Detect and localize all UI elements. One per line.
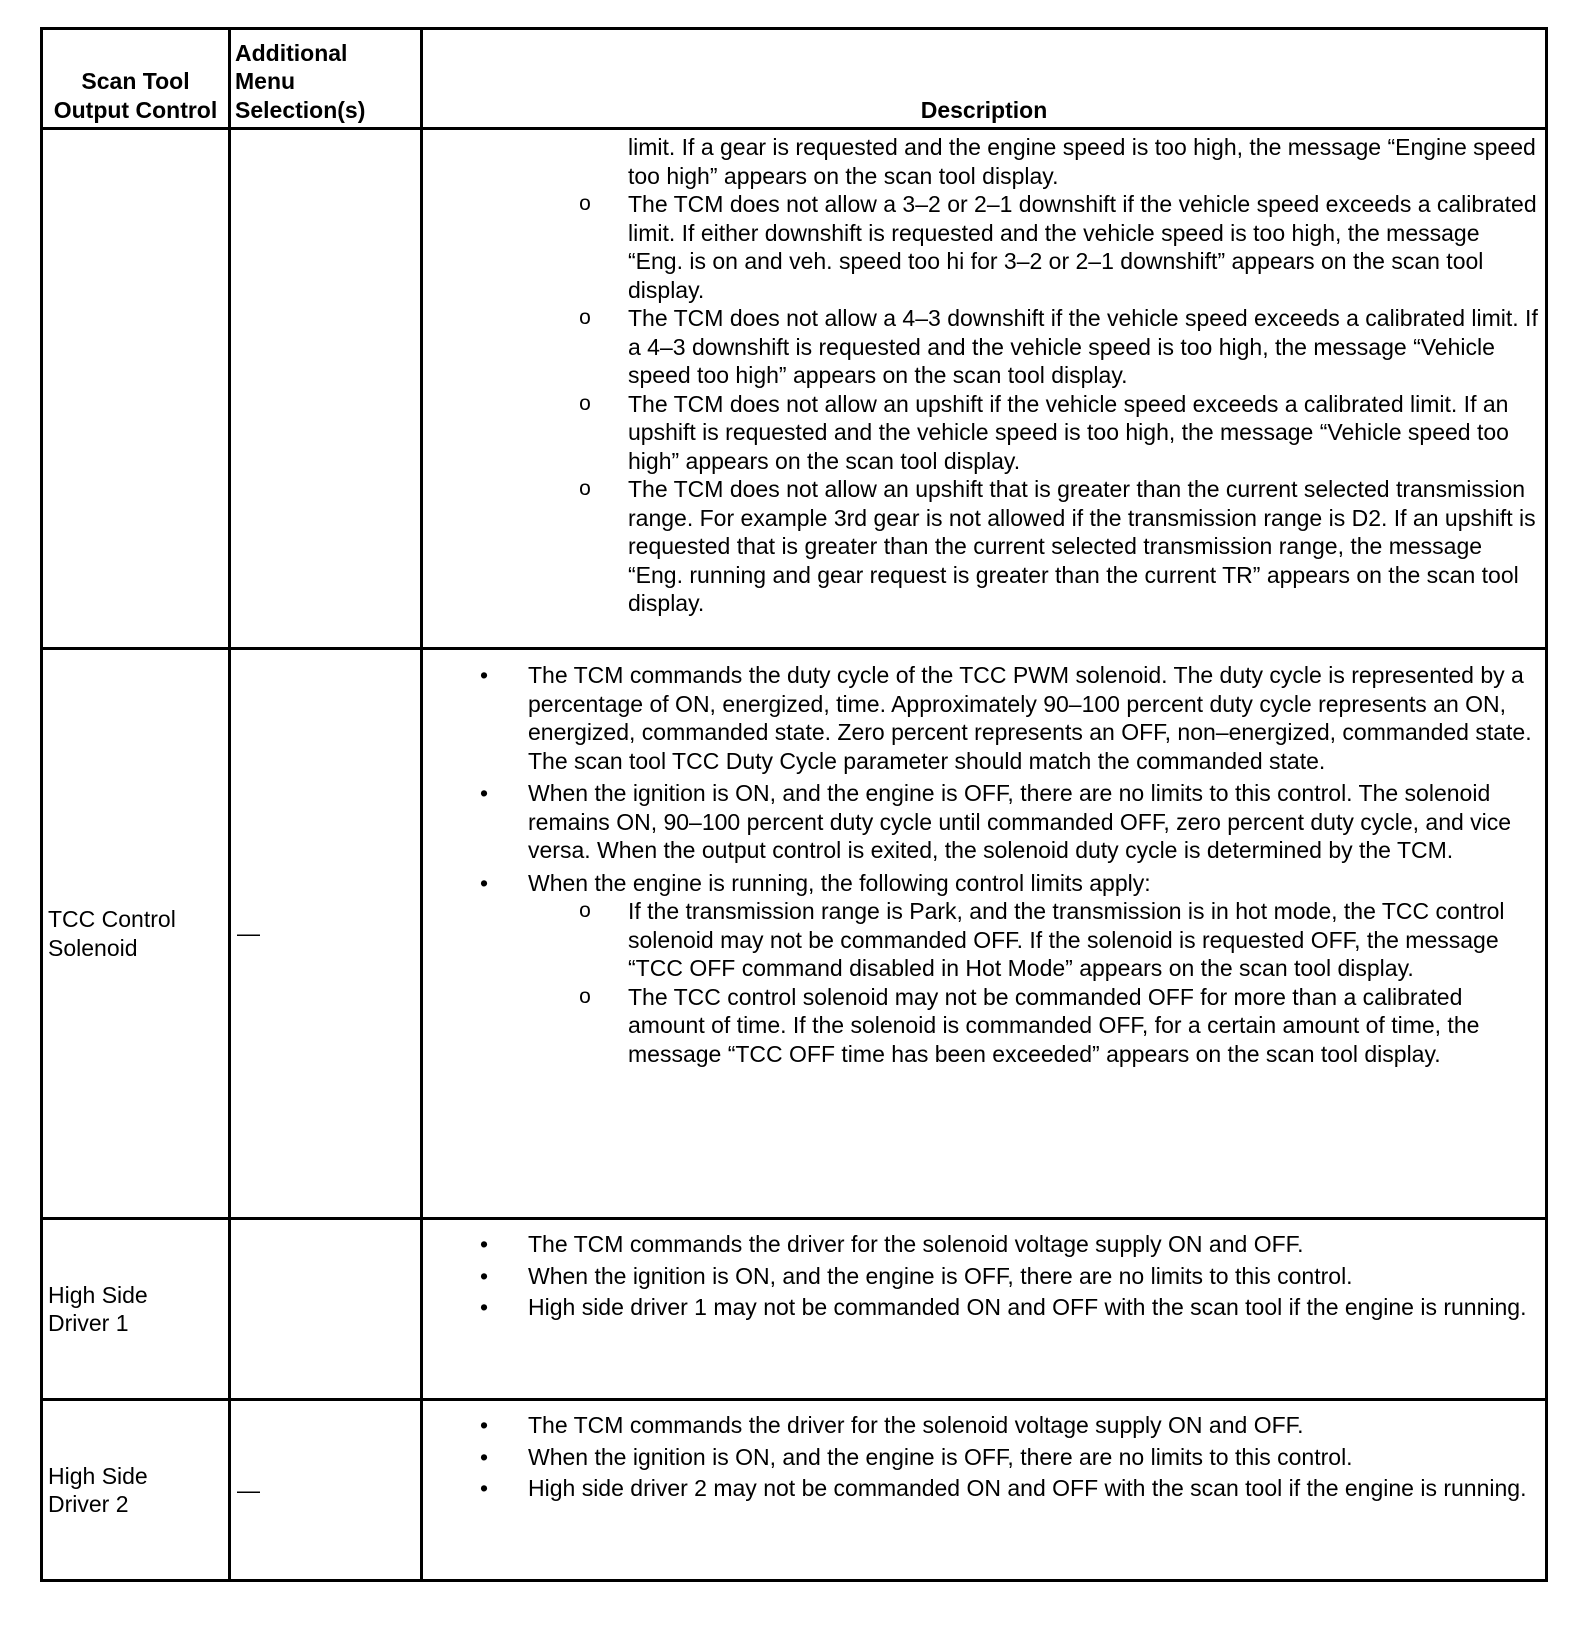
list-item: [423, 390, 1539, 476]
list-item: [423, 1262, 1539, 1291]
row1-menu-selection: [230, 129, 422, 649]
header-menu-line2: Menu: [235, 68, 296, 94]
sub-bullet-icon: o: [579, 477, 591, 500]
bullet-icon: •: [479, 780, 489, 806]
row3-output-control: [42, 1219, 230, 1400]
bullet-icon: •: [479, 1294, 489, 1320]
row2-sub-list: [528, 897, 1539, 1068]
sub-bullet-icon: o: [579, 306, 591, 329]
list-item-text: The TCM does not allow an upshift that is greater than the current selected transmission range. For example 3rd gear is not allowed if the transmission range is D2. If an upshift is requested that is greater than the current selected transmission range, the message “Eng. running and gear request is greater than the current TR” appears on the scan tool display.: [628, 476, 1536, 616]
header-description: Description: [422, 29, 1547, 129]
output-control-table: [40, 27, 1548, 1582]
header-output-control: [42, 29, 230, 129]
table-row: [42, 1219, 1547, 1400]
sub-bullet-icon: o: [579, 391, 591, 415]
sub-bullet-icon: o: [579, 192, 591, 215]
list-item-text: When the ignition is ON, and the engine is OFF, there are no limits to this control. The solenoid remains ON, 90–100 percent duty cycle until commanded OFF, zero percent duty cycle, and vice versa. When the output control is exited, the solenoid duty cycle is determined by the TCM.: [528, 780, 1512, 863]
row2-menu-selection: —: [230, 649, 422, 1219]
list-item: [423, 1474, 1539, 1503]
list-item: [423, 1411, 1539, 1440]
table-row: [42, 129, 1547, 649]
list-item-text: The TCM does not allow an upshift if the vehicle speed exceeds a calibrated limit. If an upshift is requested and the vehicle speed is too high, the message “Vehicle speed too high” appears on the scan tool display.: [628, 390, 1509, 474]
row1-sub-list: [423, 190, 1539, 618]
list-item-text: The TCM commands the driver for the solenoid voltage supply ON and OFF.: [528, 1231, 1304, 1257]
list-item-text: When the ignition is ON, and the engine is OFF, there are no limits to this control.: [528, 1262, 1353, 1289]
bullet-icon: •: [479, 1475, 489, 1501]
list-item: [423, 1230, 1539, 1259]
list-item-text: If the transmission range is Park, and the transmission is in hot mode, the TCC control solenoid may not be commanded OFF. If the solenoid is requested OFF, the message “TCC OFF command disabled in Hot Mode” appears on the scan tool display.: [628, 898, 1505, 981]
list-item: [423, 779, 1539, 865]
list-item-text: The TCM commands the duty cycle of the TCC PWM solenoid. The duty cycle is represented by a percentage of ON, energized, time. Approximately 90–100 percent duty cycle represents an ON, energized, commanded state. Zero percent represents an OFF, non–energized, commanded state. The scan tool TCC Duty Cycle parameter should match the commanded state.: [528, 662, 1532, 774]
list-item-text: When the engine is running, the following control limits apply:: [528, 869, 1151, 896]
row4-description: [422, 1400, 1547, 1581]
header-menu-selections: [230, 29, 422, 129]
row3-name-line1: High Side: [48, 1281, 148, 1308]
list-item: [423, 869, 1539, 1069]
row1-continuation-text: limit. If a gear is requested and the engine speed is too high, the message “Engine speed too high” appears on the scan tool display.: [628, 134, 1536, 189]
row2-output-control: [42, 649, 230, 1219]
list-item-text: The TCM does not allow a 4–3 downshift if the vehicle speed exceeds a calibrated limit. If a 4–3 downshift is requested and the vehicle speed is too high, the message “Vehicle speed too high” appears on the scan tool display.: [628, 305, 1538, 388]
header-output-control-line1: Scan Tool: [81, 68, 190, 94]
bullet-icon: •: [479, 1231, 489, 1257]
row3-bullet-list: [423, 1230, 1539, 1322]
list-item-text: When the ignition is ON, and the engine is OFF, there are no limits to this control.: [528, 1443, 1353, 1470]
header-menu-line1: Additional: [235, 39, 348, 66]
table-row: [42, 1400, 1547, 1581]
row2-name-line2: Solenoid: [48, 934, 138, 961]
list-item: [528, 983, 1539, 1069]
bullet-icon: •: [479, 662, 489, 688]
list-item-text: The TCM does not allow a 3–2 or 2–1 downshift if the vehicle speed exceeds a calibrated limit. If either downshift is requested and the vehicle speed is too high, the message “Eng. is on and veh. speed too hi for 3–2 or 2–1 downshift” appears on the scan tool display.: [628, 191, 1537, 303]
list-item: [423, 475, 1539, 618]
row4-menu-selection: —: [230, 1400, 422, 1581]
row4-name-line1: High Side: [48, 1462, 148, 1489]
sub-bullet-icon: o: [579, 899, 591, 922]
list-item: [423, 304, 1539, 390]
table-row: [42, 649, 1547, 1219]
row3-menu-selection: [230, 1219, 422, 1400]
row4-bullet-list: [423, 1411, 1539, 1503]
list-item-text: The TCC control solenoid may not be commanded OFF for more than a calibrated amount of time. If the solenoid is commanded OFF, for a certain amount of time, the message “TCC OFF time has been exceeded” appears on the scan tool display.: [628, 983, 1480, 1067]
row1-output-control: [42, 129, 230, 649]
list-item: [423, 190, 1539, 304]
row4-output-control: [42, 1400, 230, 1581]
sub-bullet-icon: o: [579, 984, 591, 1008]
row2-name-line1: TCC Control: [48, 906, 176, 932]
row2-bullet-list: [423, 661, 1539, 1068]
bullet-icon: •: [479, 1262, 489, 1289]
list-item: [528, 897, 1539, 983]
list-item-text: High side driver 2 may not be commanded ON and OFF with the scan tool if the engine is running.: [528, 1475, 1527, 1501]
bullet-icon: •: [479, 869, 489, 896]
header-menu-line3: Selection(s): [235, 96, 366, 123]
list-item-text: High side driver 1 may not be commanded ON and OFF with the scan tool if the engine is running.: [528, 1294, 1527, 1320]
list-item-text: The TCM commands the driver for the solenoid voltage supply ON and OFF.: [528, 1412, 1304, 1438]
row3-name-line2: Driver 1: [48, 1310, 129, 1336]
row2-description: [422, 649, 1547, 1219]
table-header-row: [42, 29, 1547, 129]
bullet-icon: •: [479, 1412, 489, 1438]
list-item: [423, 661, 1539, 775]
bullet-icon: •: [479, 1443, 489, 1470]
list-item: [423, 1293, 1539, 1322]
list-item: [423, 1443, 1539, 1472]
row3-description: [422, 1219, 1547, 1400]
header-output-control-line2: Output Control: [53, 96, 218, 123]
row4-name-line2: Driver 2: [48, 1491, 129, 1517]
row1-description: [422, 129, 1547, 649]
